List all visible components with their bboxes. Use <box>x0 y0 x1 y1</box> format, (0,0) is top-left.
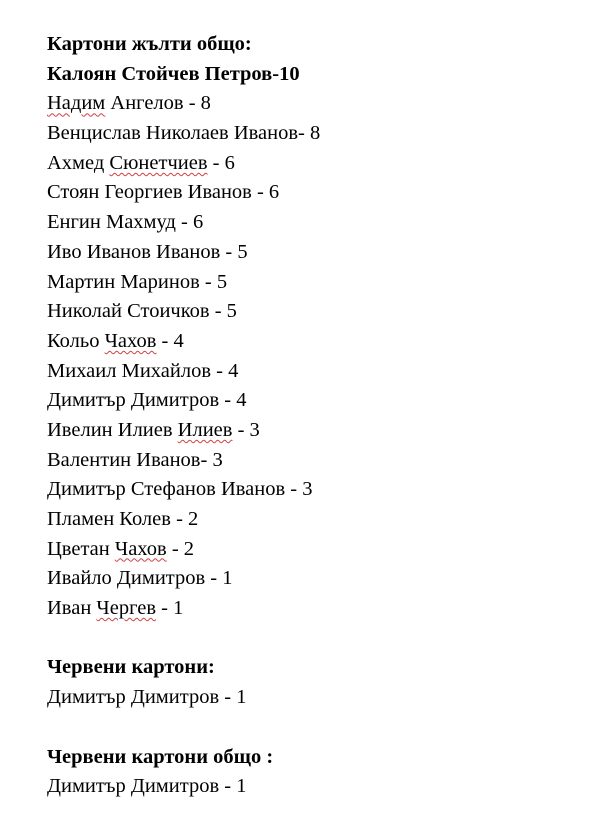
yellow-card-entry <box>47 178 592 208</box>
blank-line <box>47 624 592 654</box>
red-cards-total-entry: Димитър Димитров - 1 <box>47 775 247 798</box>
red-cards-heading: Червени картони: <box>47 656 215 679</box>
spellcheck-flagged-word: Сюнетчиев <box>109 151 208 174</box>
entry-text: Кольо <box>47 329 105 352</box>
entry-text: Цветан <box>47 537 115 560</box>
yellow-card-entry <box>47 475 592 505</box>
yellow-card-entry <box>47 297 592 327</box>
yellow-card-entry <box>47 357 592 387</box>
blank-line <box>47 713 592 743</box>
entry-text: Иван <box>47 597 97 620</box>
entry-text: - 6 <box>207 151 235 174</box>
entry-text: - 2 <box>166 537 195 560</box>
entry-text: Венцислав Николаев Иванов- 8 <box>47 122 321 145</box>
yellow-card-entry <box>47 327 592 357</box>
entry-text: Димитър Стефанов Иванов - 3 <box>47 478 313 501</box>
spellcheck-flagged-word: Надим <box>47 92 106 115</box>
spellcheck-flagged-word: Чахов <box>114 537 167 560</box>
yellow-card-entry <box>47 149 592 179</box>
entry-text: Ангелов - 8 <box>105 92 211 115</box>
yellow-card-entry <box>47 446 592 476</box>
entry-text: - 1 <box>156 597 184 620</box>
yellow-card-entry <box>47 535 592 565</box>
entry-text: Стоян Георгиев Иванов - 6 <box>47 181 280 204</box>
entry-text: Мартин Маринов - 5 <box>47 270 228 293</box>
yellow-cards-top-entry: Калоян Стойчев Петров-10 <box>47 62 300 85</box>
entry-text: Пламен Колев - 2 <box>47 508 199 530</box>
entry-text: Иво Иванов Иванов - 5 <box>47 240 248 263</box>
yellow-card-entry <box>47 208 592 238</box>
entry-text: - 3 <box>232 418 260 441</box>
yellow-card-entry <box>47 386 592 416</box>
entry-text: Валентин Иванов- 3 <box>47 448 223 471</box>
yellow-card-entry <box>47 564 592 594</box>
yellow-card-entry <box>47 89 592 119</box>
entry-text: - 4 <box>156 329 184 352</box>
document-page <box>47 30 592 802</box>
yellow-card-entry <box>47 594 592 624</box>
red-cards-entry: Димитър Димитров - 1 <box>47 686 247 709</box>
entry-text: Ахмед <box>47 151 110 174</box>
yellow-card-entry <box>47 505 592 535</box>
entry-text: Ивелин Илиев <box>47 418 178 441</box>
entry-text: Ивайло Димитров - 1 <box>47 567 233 590</box>
spellcheck-flagged-word: Чергев <box>96 597 157 620</box>
yellow-card-entry <box>47 416 592 446</box>
entry-text: Михаил Михайлов - 4 <box>47 359 239 382</box>
entry-text: Енгин Махмуд - 6 <box>47 211 204 234</box>
entry-text: Николай Стоичков - 5 <box>47 300 237 323</box>
spellcheck-flagged-word: Чахов <box>104 329 157 352</box>
spellcheck-flagged-word: Илиев <box>177 418 233 441</box>
entry-text: Димитър Димитров - 4 <box>47 389 247 412</box>
yellow-card-entry <box>47 119 592 149</box>
yellow-cards-total-heading: Картони жълти общо: <box>47 33 252 55</box>
red-cards-total-heading: Червени картони общо : <box>47 745 274 768</box>
yellow-card-entry <box>47 238 592 268</box>
yellow-cards-list <box>47 89 592 623</box>
yellow-card-entry <box>47 268 592 298</box>
